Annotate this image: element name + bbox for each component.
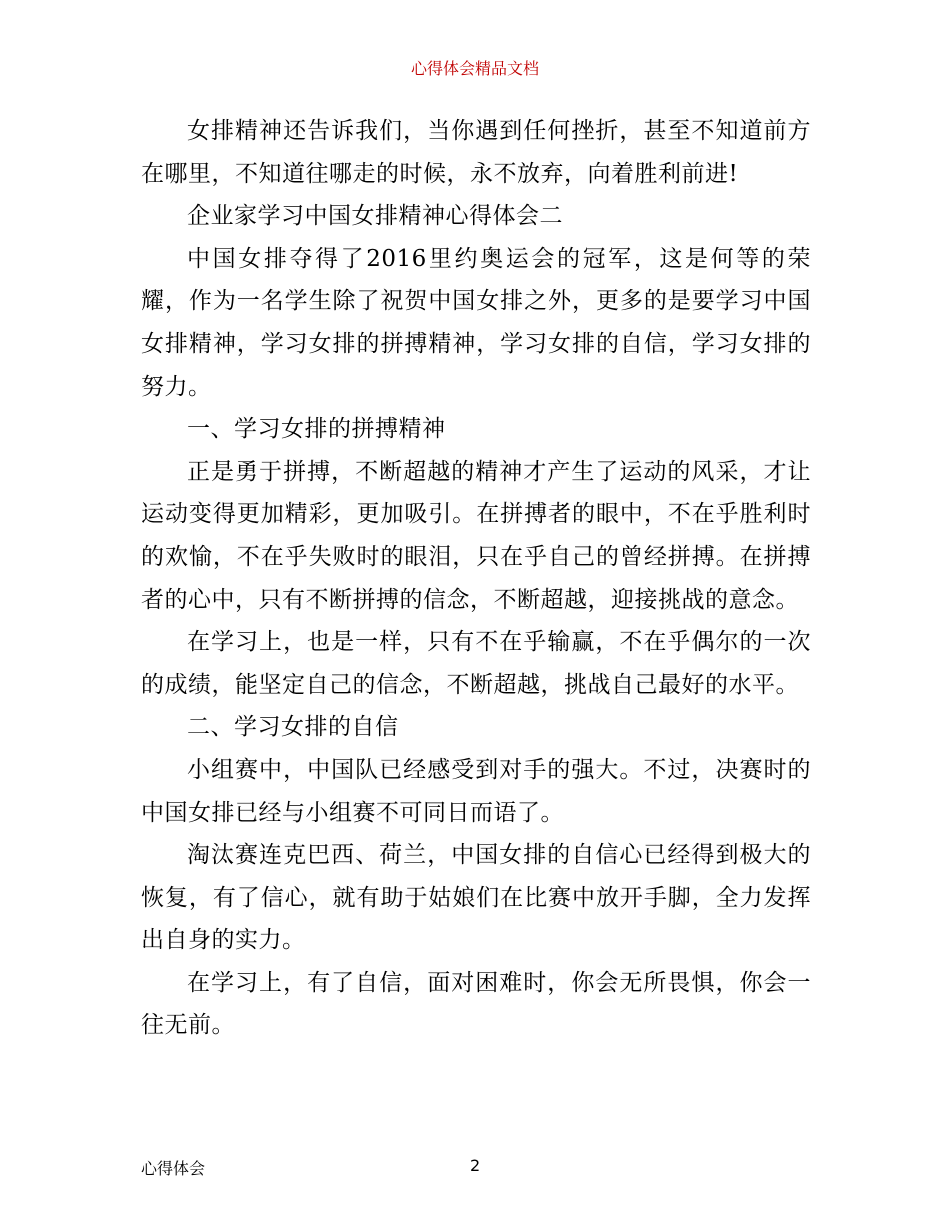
section-title: 企业家学习中国女排精神心得体会二: [187, 203, 563, 230]
paragraph: 淘汰赛连克巴西、荷兰，中国女排的自信心已经得到极大的恢复，有了信心，就有助于姑娘们在比赛中放开手脚，全力发挥出自身的实力。: [141, 842, 811, 954]
paragraph: 女排精神还告诉我们，当你遇到任何挫折，甚至不知道前方在哪里，不知道往哪走的时候，永不放弃，向着胜利前进!: [141, 118, 811, 187]
section-heading: 一、学习女排的拼搏精神: [187, 416, 446, 443]
paragraph: 中国女排夺得了2016里约奥运会的冠军，这是何等的荣耀，作为一名学生除了祝贺中国女排之外，更多的是要学习中国女排精神，学习女排的拼搏精神，学习女排的自信，学习女排的努力。: [141, 245, 811, 400]
page-number: 2: [470, 1156, 481, 1175]
footer-label: 心得体会: [141, 1159, 206, 1178]
paragraph: 小组赛中，中国队已经感受到对手的强大。不过，决赛时的中国女排已经与小组赛不可同日而语了。: [141, 756, 811, 826]
paragraph: 在学习上，也是一样，只有不在乎输赢，不在乎偶尔的一次的成绩，能坚定自己的信念，不断超越，挑战自己最好的水平。: [141, 629, 811, 698]
paragraph: 在学习上，有了自信，面对困难时，你会无所畏惧，你会一往无前。: [141, 969, 811, 1039]
section-heading: 二、学习女排的自信: [187, 714, 399, 741]
document-body: [141, 110, 811, 1047]
paragraph: 正是勇于拼搏，不断超越的精神才产生了运动的风采，才让运动变得更加精彩，更加吸引。在拼搏者的眼中，不在乎胜利时的欢愉，不在乎失败时的眼泪，只在乎自己的曾经拼搏。在拼搏者的心中，只有不断拼搏的信念，不断超越，迎接挑战的意念。: [141, 458, 811, 613]
page-header-title: 心得体会精品文档: [410, 59, 539, 78]
